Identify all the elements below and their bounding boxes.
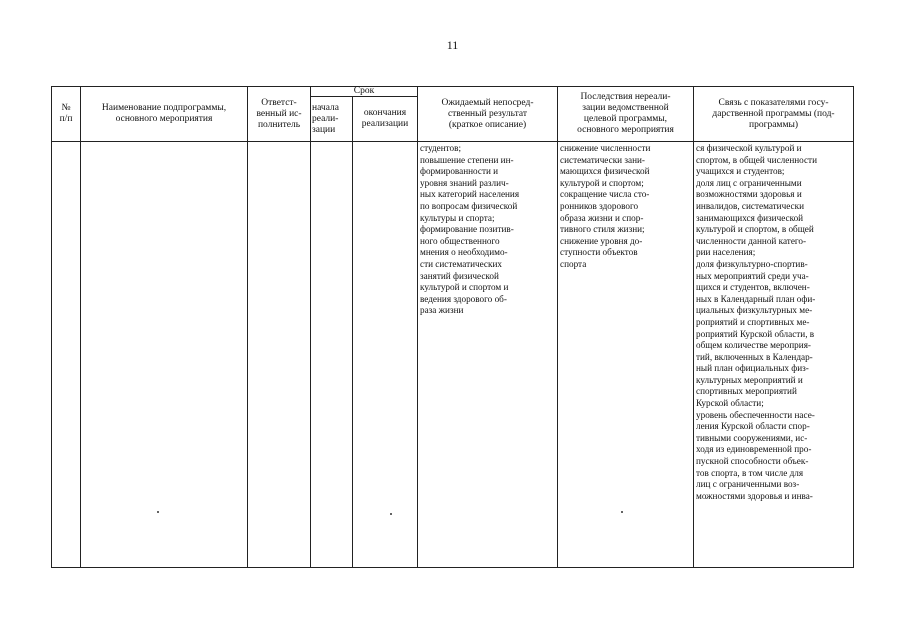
header-link: Связь с показателями госу- дарственной программы (под- программы) <box>712 97 835 130</box>
cell-link: ся физической культурой и спортом, в общей численности учащихся и студентов; доля лиц с ограниченными возможностями здоровья и инвалидов, систематически занимающихся физической культурой и спортом, в общей численности данной катего- рии населения; доля физкультурно-спортив- ных мероприятий среди уча- щихся и студентов, включен- ных в Календарный план офи- циальных физкультурных ме- роприятий и спортивных ме- роприятий Курской области, в общем количестве мероприя- тий, включенных в Календар- ный план официальных физ- культурных мероприятий и спортивных мероприятий Курской области; уровень обеспеченности насе- ления Курской области спор- тивными сооружениями, ис- ходя из единовременной про- пускной способности объек- тов спорта, в том числе для лиц с ограниченными воз- можностями здоровья и инва- <box>696 143 817 501</box>
header-number: № п/п <box>59 103 73 124</box>
header-consequences: Последствия нереали- зации ведомственной целевой программы, основного мероприятия <box>577 92 674 135</box>
header-result: Ожидаемый непосред- ственный результат (краткое описание) <box>441 97 534 130</box>
program-table <box>51 86 854 568</box>
header-term-end: окончания реализации <box>361 108 409 129</box>
header-responsible: Ответст- венный ис- полнитель <box>256 97 302 130</box>
scan-mark <box>390 513 392 515</box>
page-number: 11 <box>446 38 459 52</box>
scan-mark <box>157 511 159 513</box>
cell-consequences: снижение численности систематически зани- мающихся физической культурой и спортом; сокращение числа сто- ронников здорового образа жизни и спор- тивного стиля жизни; снижение уровня до- ступности объектов спорта <box>560 143 651 269</box>
header-name: Наименование подпрограммы, основного мероприятия <box>101 103 227 124</box>
scan-mark <box>621 511 623 513</box>
cell-result: студентов; повышение степени ин- формированности и уровня знаний различ- ных категорий населения по вопросам физической культуры и спорта; формирование позитив- ного общественного мнения о необходимо- сти систематических занятий физической культурой и спортом и ведения здорового об- раза жизни <box>420 143 520 316</box>
header-term-start: начала реали- зации <box>312 102 339 135</box>
header-term: Срок <box>353 86 375 96</box>
